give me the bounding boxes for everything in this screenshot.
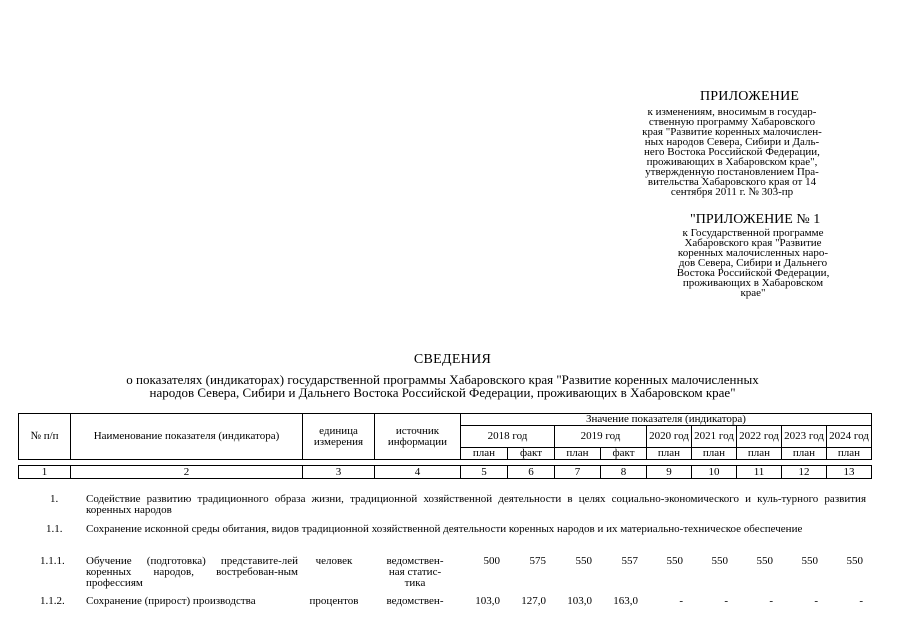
appendix-line: края "Развитие коренных малочислен- (642, 126, 822, 138)
column-number: 13 (827, 466, 872, 479)
appendix-line: проживающих в Хабаровском крае", (646, 156, 818, 168)
value-2019-plan: 103,0 (567, 595, 592, 607)
appendix-text (618, 107, 846, 197)
subtitle-line: народов Севера, Сибири и Дальнего Востока Российской Федерации, проживающих в Хабаровском крае" (149, 385, 736, 400)
year-2022-header: 2022 год (737, 426, 782, 448)
indicator-unit: человек (315, 555, 353, 567)
appendix1-line: проживающих в Хабаровском (682, 277, 824, 289)
plan-label: план (647, 448, 692, 460)
row-text: Сохранение исконной среды обитания, видов традиционной хозяйственной деятельности коренных народов и их материально-техническое обеспечение (86, 523, 803, 535)
appendix-line: вительства Хабаровского края от 14 (647, 176, 817, 188)
year-2023-header: 2023 год (782, 426, 827, 448)
column-number: 9 (647, 466, 692, 479)
column-number: 12 (782, 466, 827, 479)
indicators-table-header (18, 413, 872, 479)
plan-label: план (737, 448, 782, 460)
column-number: 10 (692, 466, 737, 479)
fact-label: факт (508, 448, 555, 460)
col-unit-header: единица измерения (303, 414, 375, 460)
value-header: Значение показателя (индикатора) (461, 414, 872, 426)
document-subtitle (40, 373, 845, 399)
value-2023-plan: - (814, 595, 818, 607)
column-number: 3 (303, 466, 375, 479)
appendix-line: него Востока Российской Федерации, (644, 146, 820, 158)
column-number: 5 (461, 466, 508, 479)
indicator-name: Обучение (подготовка) представите-лей коренных народов, востребован-ным профессиям (86, 555, 298, 589)
indicator-unit: процентов (309, 595, 359, 607)
plan-label: план (782, 448, 827, 460)
col-source-header: источник информации (375, 414, 461, 460)
value-2019-plan: 550 (575, 555, 592, 567)
appendix1-text (660, 228, 846, 298)
value-2023-plan: 550 (801, 555, 818, 567)
value-2021-plan: - (724, 595, 728, 607)
plan-label: план (461, 448, 508, 460)
column-number: 8 (601, 466, 647, 479)
value-2019-fact: 557 (621, 555, 638, 567)
plan-label: план (555, 448, 601, 460)
value-2018-plan: 103,0 (475, 595, 500, 607)
col-number-header: № п/п (19, 414, 71, 460)
fact-label: факт (601, 448, 647, 460)
year-2024-header: 2024 год (827, 426, 872, 448)
value-2021-plan: 550 (711, 555, 728, 567)
row-text: Содействие развитию традиционного образа жизни, традиционной хозяйственной деятельности в целях социально-экономического и куль-турного развития коренных народов (86, 493, 866, 516)
indicator-name: Сохранение (прирост) производства (86, 595, 256, 607)
column-number: 6 (508, 466, 555, 479)
year-2019-header: 2019 год (555, 426, 647, 448)
column-number: 11 (737, 466, 782, 479)
appendix1-line: дов Севера, Сибири и Дальнего (678, 257, 828, 269)
indicator-source: ведомствен- (386, 595, 444, 607)
column-number: 2 (71, 466, 303, 479)
appendix-line: утвержденную постановлением Пра- (645, 166, 819, 178)
year-2018-header: 2018 год (461, 426, 555, 448)
appendix-line: к изменениям, вносимым в государ- (647, 106, 817, 118)
value-2022-plan: 550 (756, 555, 773, 567)
appendix1-line: коренных малочисленных наро- (677, 247, 829, 259)
value-2020-plan: - (679, 595, 683, 607)
column-number: 4 (375, 466, 461, 479)
plan-label: план (827, 448, 872, 460)
value-2022-plan: - (769, 595, 773, 607)
plan-label: план (692, 448, 737, 460)
document-heading: СВЕДЕНИЯ (413, 352, 492, 367)
appendix1-title: "ПРИЛОЖЕНИЕ № 1 (690, 212, 821, 227)
row-number: 1.1. (46, 523, 63, 535)
appendix-line: сентября 2011 г. № 303-пр (670, 186, 794, 198)
indicator-source: ведомствен-ная статис-тика (386, 555, 444, 589)
appendix-line: ных народов Севера, Сибири и Даль- (644, 136, 820, 148)
column-number: 1 (19, 466, 71, 479)
row-number: 1.1.2. (40, 595, 65, 607)
year-2021-header: 2021 год (692, 426, 737, 448)
value-2019-fact: 163,0 (613, 595, 638, 607)
value-2018-fact: 575 (529, 555, 546, 567)
row-number: 1.1.1. (40, 555, 65, 567)
value-2024-plan: - (859, 595, 863, 607)
row-number: 1. (50, 493, 59, 505)
col-name-header: Наименование показателя (индикатора) (71, 414, 303, 460)
value-2024-plan: 550 (846, 555, 863, 567)
appendix1-line: Востока Российской Федерации, (676, 267, 830, 279)
appendix1-line: крае" (740, 287, 766, 299)
subtitle-line: о показателях (индикаторах) государственной программы Хабаровского края "Развитие коренных малочисленных (126, 372, 759, 387)
value-2018-plan: 500 (483, 555, 500, 567)
year-2020-header: 2020 год (647, 426, 692, 448)
value-2020-plan: 550 (666, 555, 683, 567)
appendix1-line: Хабаровского края "Развитие (684, 237, 822, 249)
value-2018-fact: 127,0 (521, 595, 546, 607)
appendix-title: ПРИЛОЖЕНИЕ (700, 89, 800, 104)
appendix-line: ственную программу Хабаровского (648, 116, 816, 128)
column-number: 7 (555, 466, 601, 479)
appendix1-line: к Государственной программе (682, 227, 824, 239)
